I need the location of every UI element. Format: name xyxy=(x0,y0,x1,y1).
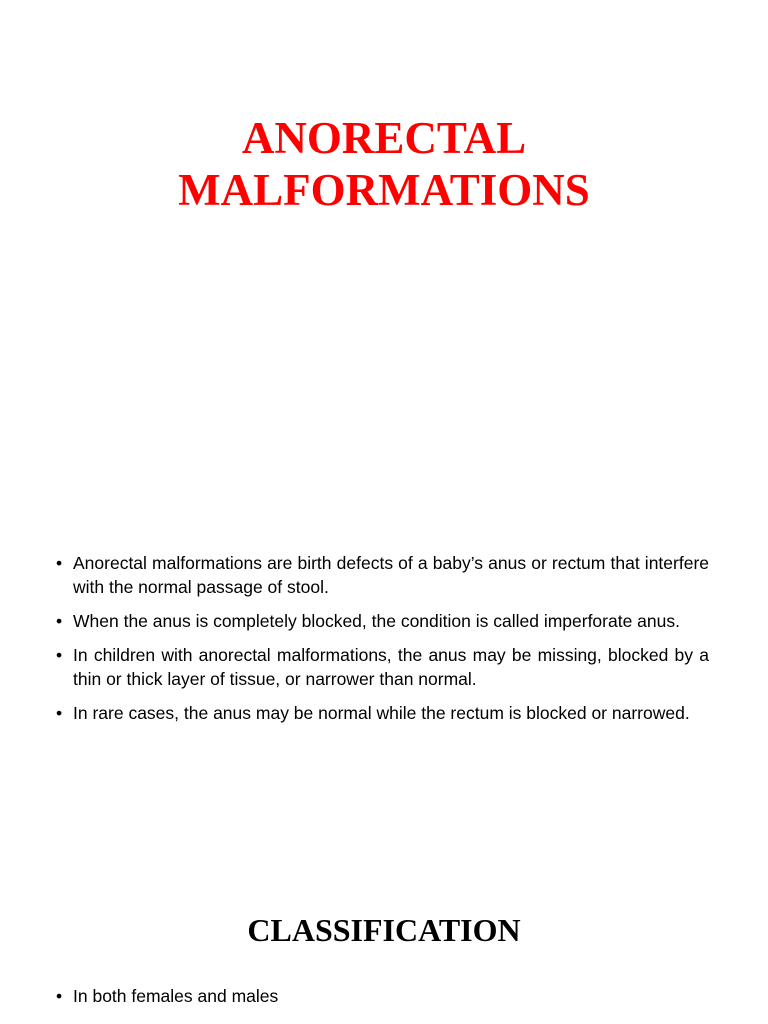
bullet-text: In children with anorectal malformations, the anus may be missing, blocked by a thin or thick layer of tissue, or narrower than normal. xyxy=(73,645,709,689)
page-title xyxy=(0,112,768,216)
bullet-point-icon: • xyxy=(56,611,63,631)
bullet-point-icon: • xyxy=(56,986,63,1006)
bullet-point-icon: • xyxy=(56,553,63,573)
bullet-text: In rare cases, the anus may be normal while the rectum is blocked or narrowed. xyxy=(73,703,690,723)
list-item xyxy=(56,701,709,725)
bullet-text: In both females and males xyxy=(73,986,279,1006)
bullet-point-icon: • xyxy=(56,645,63,665)
section-title: CLASSIFICATION xyxy=(247,912,521,948)
bullet-point-icon: • xyxy=(56,703,63,723)
bullet-list xyxy=(56,551,709,735)
list-item xyxy=(56,984,709,1008)
title-line-1: ANORECTAL xyxy=(241,113,527,163)
list-item xyxy=(56,609,709,633)
list-item xyxy=(56,643,709,691)
bullet-list-2 xyxy=(56,984,709,1018)
bullet-text: When the anus is completely blocked, the condition is called imperforate anus. xyxy=(73,611,680,631)
list-item xyxy=(56,551,709,599)
title-line-2: MALFORMATIONS xyxy=(178,165,590,215)
bullet-text: Anorectal malformations are birth defects of a baby’s anus or rectum that interfere with the normal passage of stool. xyxy=(73,553,709,597)
